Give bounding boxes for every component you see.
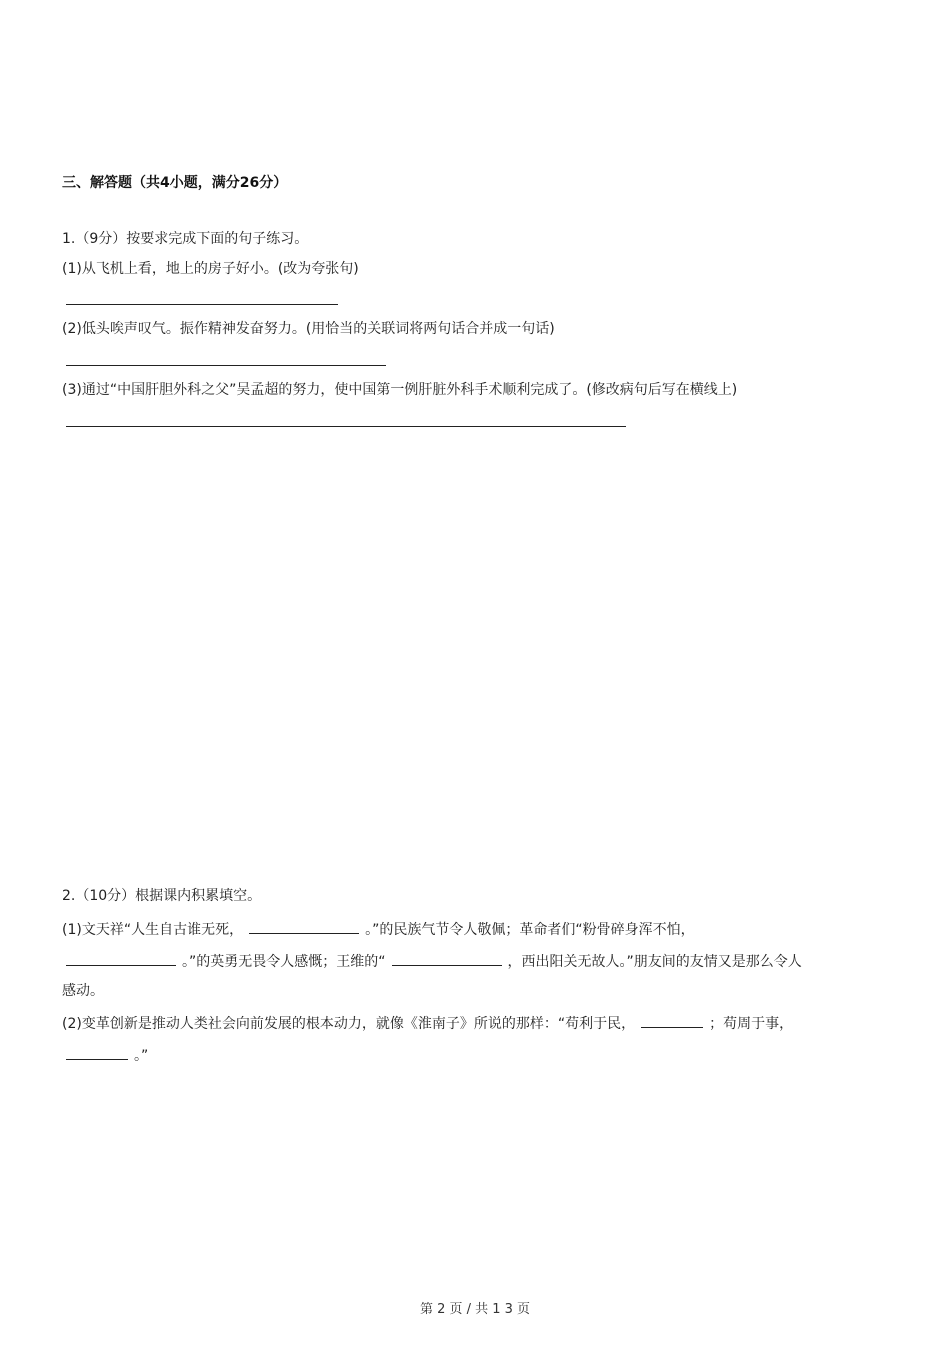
question-2-line-5: [62, 1045, 148, 1065]
answer-line-1[interactable]: [66, 304, 338, 305]
question-2-line-4: [62, 1013, 793, 1033]
question-2-header: 2.（10分）根据课内积累填空。: [62, 888, 262, 904]
page-footer: 第 2 页 / 共 1 3 页: [419, 1302, 531, 1317]
question-2-line-2: [62, 951, 802, 971]
q2-text-2b: ；苟周于事，: [709, 1016, 794, 1032]
q2-text-1c: 。”的英勇无畏令人感慨；王维的“: [182, 954, 386, 970]
q2-text-2c: 。”: [134, 1048, 149, 1064]
q2-text-2a: (2)变革创新是推动人类社会向前发展的根本动力，就像《淮南子》所说的那样：“苟利于民，: [62, 1016, 636, 1032]
section-title: 三、解答题（共4小题，满分26分）: [62, 175, 288, 191]
q2-text-1a: (1)文天祥“人生自古谁无死，: [62, 922, 244, 938]
q2-text-1d: ，西出阳关无故人。”朋友间的友情又是那么令人: [507, 954, 802, 970]
fill-blank-5[interactable]: [66, 1045, 128, 1060]
answer-line-2[interactable]: [66, 365, 386, 366]
question-1-item-2: (2)低头唉声叹气。振作精神发奋努力。(用恰当的关联词将两句话合并成一句话): [62, 321, 555, 337]
question-1-item-3: (3)通过“中国肝胆外科之父”吴孟超的努力，使中国第一例肝脏外科手术顺利完成了。(修改病句后写在横线上): [62, 382, 738, 398]
fill-blank-2[interactable]: [66, 951, 176, 966]
fill-blank-4[interactable]: [641, 1013, 703, 1028]
fill-blank-1[interactable]: [249, 919, 359, 934]
question-2-line-1: [62, 919, 695, 939]
question-1-header: 1.（9分）按要求完成下面的句子练习。: [62, 231, 309, 247]
question-2-line-3: 感动。: [62, 983, 104, 999]
question-1-item-1: (1)从飞机上看，地上的房子好小。(改为夸张句): [62, 261, 359, 277]
q2-text-1b: 。”的民族气节令人敬佩；革命者们“粉骨碎身浑不怕，: [365, 922, 695, 938]
fill-blank-3[interactable]: [392, 951, 502, 966]
answer-line-3[interactable]: [66, 426, 626, 427]
